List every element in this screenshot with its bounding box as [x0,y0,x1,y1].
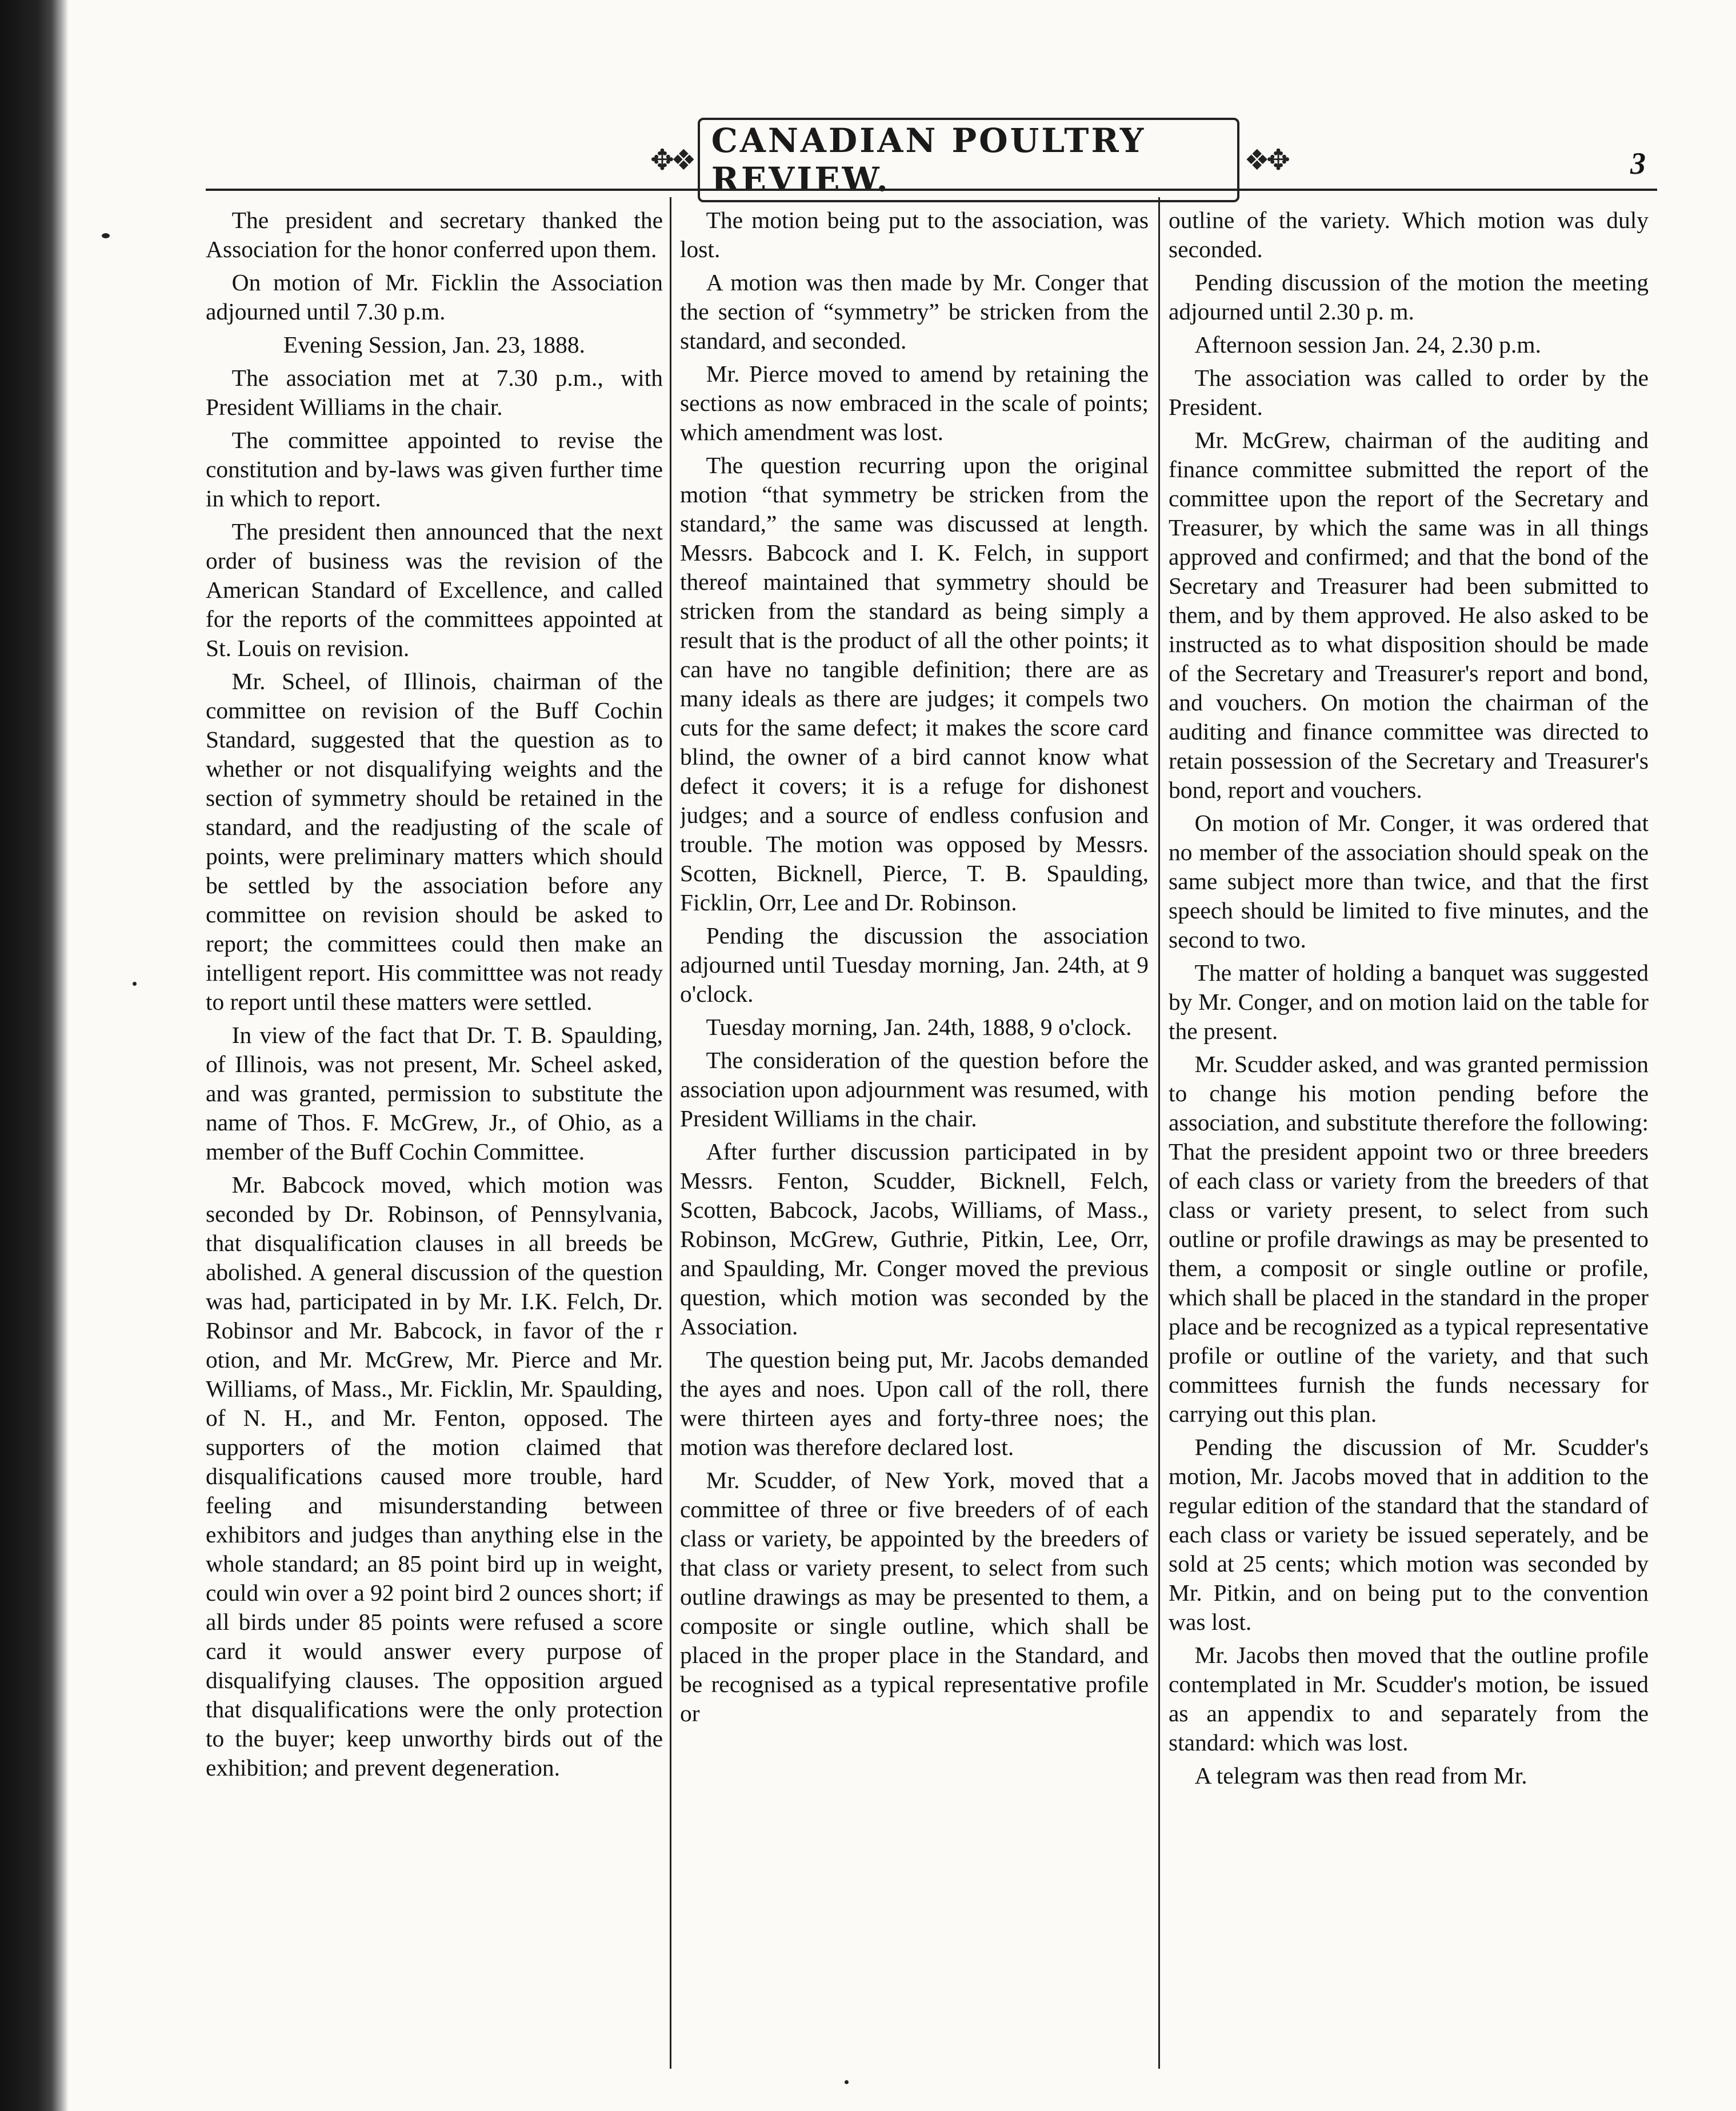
paragraph: A motion was then made by Mr. Conger that the section of “symmetry” be stricken from the standard, and seconded. [680,269,1149,354]
paragraph: Mr. McGrew, chairman of the auditing and finance committee submitted the report of the committee upon the report of the Secretary and Treasurer, by which the same was in all things approved and confirmed; and that the bond of the Secretary and Treasurer had been submitted to them, and by them approved. He also asked to be instructed as to what disposition should be made of the Secretary and Treasurer's report and bond, and vouchers. On motion the chairman of the auditing and finance committee was directed to retain possession of the Secretary and Treasurer's bond, report and vouchers. [1169,427,1649,803]
paragraph: Tuesday morning, Jan. 24th, 1888, 9 o'clock. [706,1014,1132,1040]
masthead [646,121,1291,199]
paragraph: Mr. Scheel, of Illinois, chairman of the committee on revision of the Buff Cochin Standard, suggested that the question as to whether or not disqualifying weights and the section of symmetry should be retained in the standard, and the readjusting of the scale of points, were preliminary matters which should be settled by the association before any committee on revision should be asked to report; the committees could then make an intelligent report. His committtee was not ready to report until these matters were settled. [206,668,663,1015]
paragraph: A telegram was then read from Mr. [1194,1762,1527,1789]
paragraph: The consideration of the question before the association upon adjournment was resumed, with President Williams in the chair. [680,1047,1149,1132]
paragraph: In view of the fact that Dr. T. B. Spaulding, of Illinois, was not present, Mr. Scheel asked, and was granted, permission to substitute the name of Thos. F. McGrew, Jr., of Ohio, as a member of the Buff Cochin Committee. [206,1022,663,1165]
page-binding-edge [0,0,69,2111]
paragraph: Mr. Jacobs then moved that the outline profile contemplated in Mr. Scudder's motion, be issued as an appendix to and separately from the standard: which was lost. [1169,1642,1649,1756]
column-divider [1158,197,1160,2069]
column-divider [670,197,671,2069]
paragraph: The association met at 7.30 p.m., with President Williams in the chair. [206,365,663,420]
paragraph: The president then announced that the next order of business was the revision of the American Standard of Excellence, and called for the reports of the committees appointed at St. Louis on revision. [206,518,663,661]
paragraph: The question being put, Mr. Jacobs demanded the ayes and noes. Upon call of the roll, there were thirteen ayes and forty-three noes; the motion was therefore declared lost. [680,1346,1149,1460]
paragraph: The committee appointed to revise the constitution and by-laws was given further time in which to report. [206,427,663,511]
paragraph: After further discussion participated in by Messrs. Fenton, Scudder, Bicknell, Felch, Scotten, Babcock, Jacobs, Williams, of Mass., Robinson, McGrew, Guthrie, Pitkin, Lee, Orr, and Spaulding, Mr. Conger moved the previous question, which motion was seconded by the Association. [680,1138,1149,1340]
ornament-right-icon: ❖✥ [1244,143,1287,177]
paragraph: Mr. Scudder asked, and was granted permission to change his motion pending before the association, and substitute therefore the following: That the president appoint two or three breeders of each class or variety from the breeders of that class or variety present, to select from such outline or profile drawings as may be presented to them, a composit or single outline or profile, which shall be placed in the standard in the proper place and be recognized as a typical representative profile or outline of the variety, and that such committees furnish the funds necessary for carrying out this plan. [1169,1051,1649,1427]
paragraph: The motion being put to the association, was lost. [680,207,1149,262]
page-header [206,121,1657,199]
print-speck [102,233,110,238]
paragraph: On motion of Mr. Ficklin the Association adjourned until 7.30 p.m. [206,269,663,325]
masthead-title: CANADIAN POULTRY REVIEW. [698,118,1240,202]
paragraph: Pending the discussion the association adjourned until Tuesday morning, Jan. 24th, at 9 o'clock. [680,922,1149,1007]
paragraph: The association was called to order by the President. [1169,365,1649,420]
print-speck [133,982,137,986]
column-3 [1169,206,1649,2069]
paragraph: outline of the variety. Which motion was duly seconded. [1169,207,1649,262]
paragraph: The question recurring upon the original motion “that symmetry be stricken from the standard,” the same was discussed at length. Messrs. Babcock and I. K. Felch, in support thereof maintained that symmetry should be stricken from the standard as being simply a result that is the product of all the other points; it can have no tangible definition; there are as many ideals as there are judges; it compels two cuts for the same defect; it makes the score card blind, the owner of a bird cannot know what defect it covers; it is a refuge for dishonest judges; and a source of endless confusion and trouble. The motion was opposed by Messrs. Scotten, Bicknell, Pierce, T. B. Spaulding, Ficklin, Orr, Lee and Dr. Robinson. [680,452,1149,915]
header-rule [206,189,1657,191]
paragraph: Afternoon session Jan. 24, 2.30 p.m. [1194,331,1541,358]
page-number: 3 [1630,146,1646,181]
column-1 [206,206,663,2069]
paragraph: Mr. Pierce moved to amend by retaining the sections as now embraced in the scale of points; which amendment was lost. [680,361,1149,445]
column-2 [680,206,1149,2069]
print-speck [845,2080,849,2084]
paragraph: Pending the discussion of Mr. Scudder's motion, Mr. Jacobs moved that in addition to the regular edition of the standard that the standard of each class or variety be issued seperately, and be sold at 25 cents; which motion was seconded by Mr. Pitkin, and on being put to the convention was lost. [1169,1434,1649,1635]
paragraph: Pending discussion of the motion the meeting adjourned until 2.30 p. m. [1169,269,1649,325]
paragraph: Mr. Babcock moved, which motion was seconded by Dr. Robinson, of Pennsylvania, that disqualification clauses in all breeds be abolished. A general discussion of the question was had, participated in by Mr. I.K. Felch, Dr. Robinsor and Mr. Babcock, in favor of the r otion, and Mr. McGrew, Mr. Pierce and Mr. Williams, of Mass., Mr. Ficklin, Mr. Spaulding, of N. H., and Mr. Fenton, opposed. The supporters of the motion claimed that disqualifications caused more trouble, hard feeling and misunderstanding between exhibitors and judges than anything else in the whole standard; an 85 point bird up in weight, could win over a 92 point bird 2 ounces short; if all birds under 85 points were refused a score card it would answer every purpose of disqualifying clauses. The opposition argued that disqualifications were the only protection to the buyer; keep unworthy birds out of the exhibition; and prevent degeneration. [206,1172,663,1781]
paragraph: On motion of Mr. Conger, it was ordered that no member of the association should speak on the same subject more than twice, and that the first speech should be limited to five minutes, and the second to two. [1169,810,1649,953]
paragraph: The matter of holding a banquet was suggested by Mr. Conger, and on motion laid on the table for the present. [1169,959,1649,1044]
paragraph: Evening Session, Jan. 23, 1888. [283,331,585,358]
paragraph: The president and secretary thanked the Association for the honor conferred upon them. [206,207,663,262]
ornament-left-icon: ✥❖ [650,143,693,177]
paragraph: Mr. Scudder, of New York, moved that a committee of three or five breeders of of each class or variety, be appointed by the breeders of that class or variety present, to select from such outline drawings as may be presented to them, a composite or single outline, which shall be placed in the proper place in the Standard, and be recognised as a typical representative profile or [680,1467,1149,1726]
